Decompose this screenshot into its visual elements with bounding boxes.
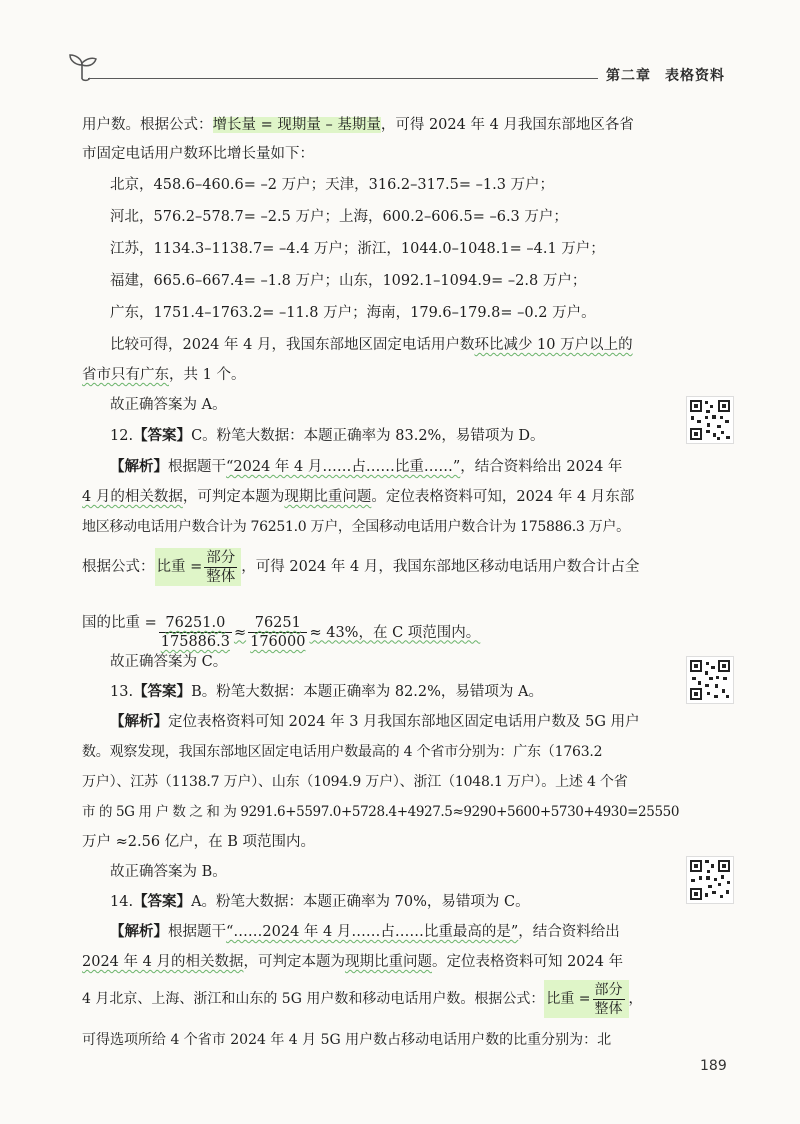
para1-line2: 市固定电话用户数环比增长量如下：	[82, 146, 314, 162]
q12-final: 故正确答案为 C。	[110, 654, 228, 670]
q12-analysis-line3: 地区移动电话用户数合计为 76251.0 万户，全国移动电话用户数合计为 175886.3 万户。	[82, 519, 630, 535]
q13-analysis-line5: 万户 ≈2.56 亿户，在 B 项范围内。	[82, 834, 316, 850]
list-item: 江苏，1134.3–1138.7= –4.4 万户；浙江，1044.0–1048.1= –4.1 万户；	[110, 241, 605, 257]
compare-line2: 省市只有广东，共 1 个。	[82, 367, 246, 383]
para1-line1: 用户数。根据公式：增长量 = 现期量 – 基期量，可得 2024 年 4 月我国东部地区各省	[82, 117, 634, 133]
q12-calc-line: 国的比重 = $\frac{76251.0}{175886.3}$ ≈ $\frac{76251}{176000}$ ≈ 43%，在 C 项范围内。	[82, 615, 481, 650]
qr-code-icon[interactable]	[686, 656, 734, 704]
compare-line1: 比较可得，2024 年 4 月，我国东部地区固定电话用户数环比减少 10 万户以上的	[110, 337, 633, 353]
q13-analysis-line2: 数。观察发现，我国东部地区固定电话用户数最高的 4 个省市分别为：广东（1763.2	[82, 744, 603, 760]
qr-code-icon[interactable]	[686, 396, 734, 444]
page-number: 189	[700, 1058, 727, 1074]
chapter-number: 第二章	[606, 68, 651, 84]
q14-analysis-line4: 可得选项所给 4 个省市 2024 年 4 月 5G 用户数占移动电话用户数的比重分别为：北	[82, 1032, 612, 1048]
q12-formula-line: 根据公式： 比重 = $\frac{\text{部分}}{\text{整体}}$ ，可得 2024 年 4 月，我国东部地区移动电话用户数合计占全	[82, 549, 640, 585]
list-item: 福建，665.6–667.4= –1.8 万户；山东，1092.1–1094.9= –2.8 万户；	[110, 273, 587, 289]
chapter-title: 表格资料	[665, 68, 725, 84]
formula-highlight: 增长量 = 现期量 – 基期量	[212, 117, 381, 133]
q14-analysis-line1: 【解析】根据题干“……2024 年 4 月……占……比重最高的是”，结合资料给出	[110, 924, 620, 940]
q14-analysis-line2: 2024 年 4 月的相关数据，可判定本题为现期比重问题。定位表格资料可知 2024 年	[82, 954, 624, 970]
header-rule	[88, 78, 598, 79]
sprout-icon	[62, 45, 102, 85]
q13-analysis-line3: 万户）、江苏（1138.7 万户）、山东（1094.9 万户）、浙江（1048.1 万户）。上述 4 个省	[82, 774, 628, 790]
q12-analysis-line2: 4 月的相关数据，可判定本题为现期比重问题。定位表格资料可知，2024 年 4 月东部	[82, 489, 635, 505]
chapter-header	[606, 65, 725, 85]
q14-answer: 14.【答案】A。粉笔大数据：本题正确率为 70%，易错项为 C。	[110, 894, 530, 910]
q13-analysis-line1: 【解析】定位表格资料可知 2024 年 3 月我国东部地区固定电话用户数及 5G 用户	[110, 714, 640, 730]
q13-final: 故正确答案为 B。	[110, 864, 227, 880]
qr-code-icon[interactable]	[686, 856, 734, 904]
q13-analysis-line4: 市 的 5G 用 户 数 之 和 为 9291.6+5597.0+5728.4+4927.5≈9290+5600+5730+4930=25550	[82, 804, 680, 820]
list-item: 北京，458.6–460.6= –2 万户；天津，316.2–317.5= –1.3 万户；	[110, 177, 555, 193]
q14-analysis-line3: 4 月北京、上海、浙江和山东的 5G 用户数和移动电话用户数。根据公式： 比重 = $\frac{\text{部分}}{\text{整体}}$ ，	[82, 981, 643, 1017]
answer-11-final: 故正确答案为 A。	[110, 397, 227, 413]
list-item: 广东，1751.4–1763.2= –11.8 万户；海南，179.6–179.8= –0.2 万户。	[110, 305, 596, 321]
list-item: 河北，576.2–578.7= –2.5 万户；上海，600.2–606.5= –6.3 万户；	[110, 209, 568, 225]
q13-answer: 13.【答案】B。粉笔大数据：本题正确率为 82.2%，易错项为 A。	[110, 684, 543, 700]
q12-analysis-line1: 【解析】根据题干“2024 年 4 月……占……比重……”，结合资料给出 2024 年	[110, 459, 623, 475]
q12-answer: 12.【答案】C。粉笔大数据：本题正确率为 83.2%，易错项为 D。	[110, 428, 545, 444]
